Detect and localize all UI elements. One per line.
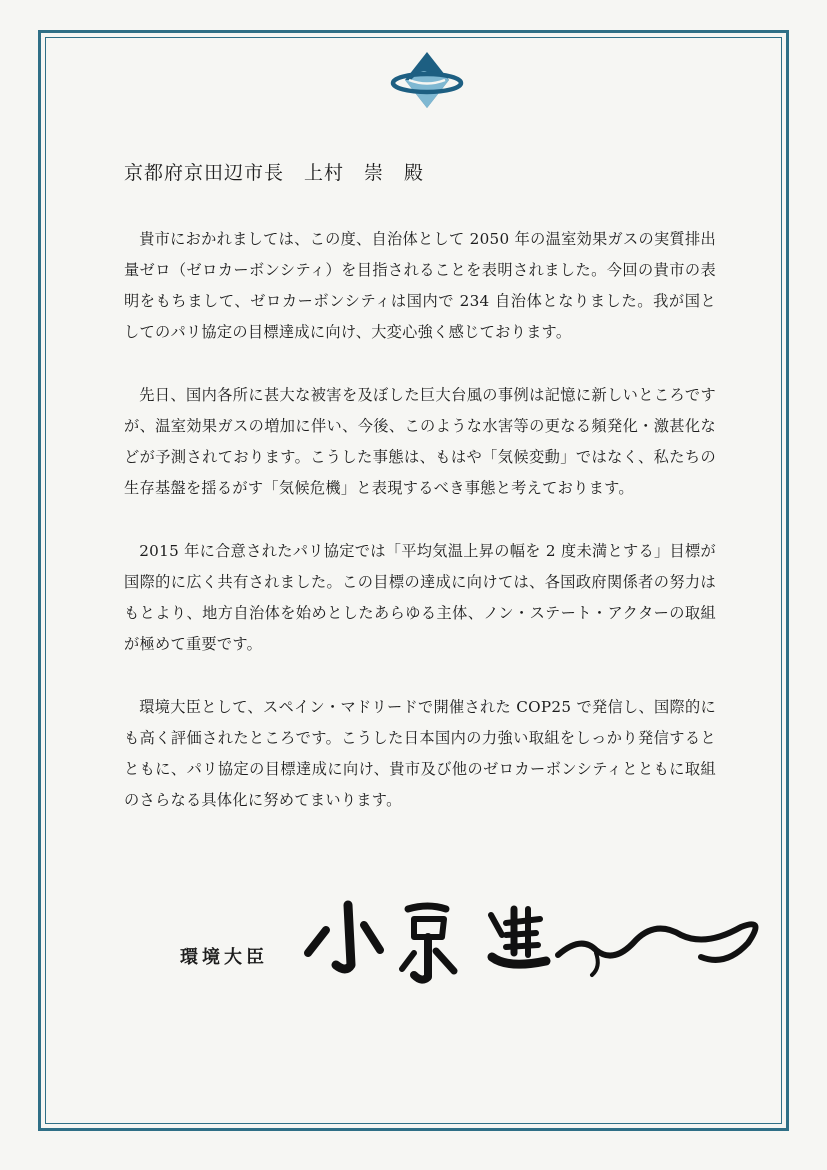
letter-paragraph: 環境大臣として、スペイン・マドリードで開催された COP25 で発信し、国際的にも高く評価されたところです。こうした日本国内の力強い取組をしっかり発信するとともに、パリ協定の目標達成に向け、貴市及び他のゼロカーボンシティとともに取組のさらなる具体化に努めてまいります。 [124,698,716,809]
handwritten-signature [296,895,771,990]
sender-title: 環境大臣 [180,947,268,968]
letter-body [124,224,716,848]
addressee-line: 京都府京田辺市長 上村 崇 殿 [124,162,425,184]
letter-paragraph: 先日、国内各所に甚大な被害を及ぼした巨大台風の事例は記憶に新しいところですが、温室効果ガスの増加に伴い、今後、このような水害等の更なる頻発化・激甚化などが予測されております。こうした事態は、もはや「気候変動」ではなく、私たちの生存基盤を揺るがす「気候危機」と表現するべき事態と考えております。 [124,386,716,497]
letter-paragraph: 貴市におかれましては、この度、自治体として 2050 年の温室効果ガスの実質排出量ゼロ（ゼロカーボンシティ）を目指されることを表明されました。今回の貴市の表明をもちまして、ゼロカーボンシティは国内で 234 自治体となりました。我が国としてのパリ協定の目標達成に向け、大変心強く感じております。 [124,230,716,341]
letter-paragraph: 2015 年に合意されたパリ協定では「平均気温上昇の幅を 2 度未満とする」目標が国際的に広く共有されました。この目標の達成に向けては、各国政府関係者の努力はもとより、地方自治体を始めとしたあらゆる主体、ノン・ステート・アクターの取組が極めて重要です。 [124,542,716,653]
ministry-emblem-icon [389,50,465,110]
